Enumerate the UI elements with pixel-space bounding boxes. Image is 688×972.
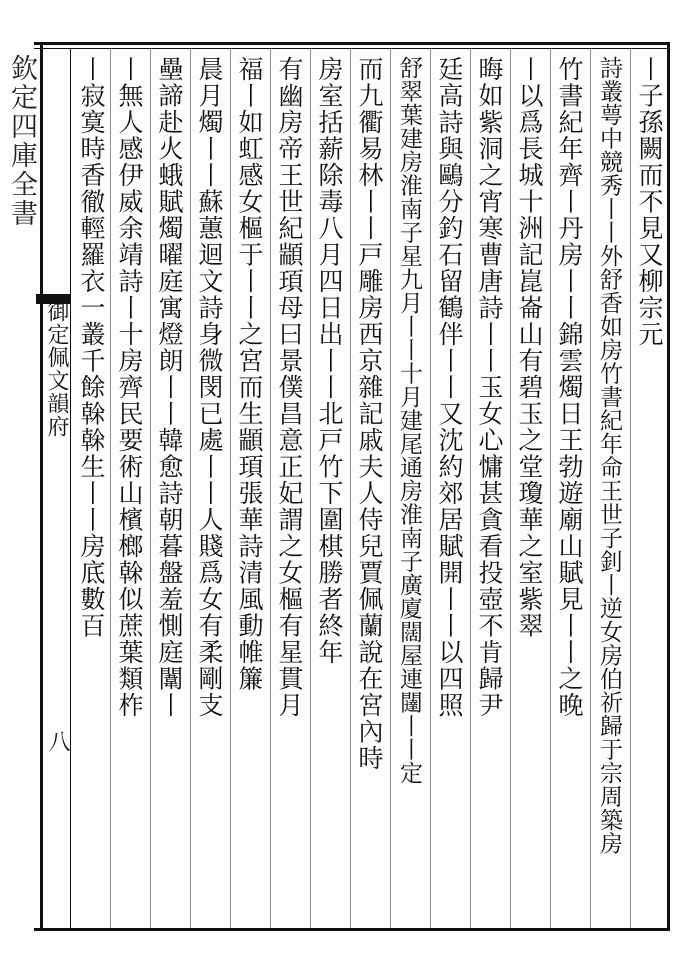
text-column-10: 有幽房帝王世紀顓頊母曰景僕昌意正妃謂之女樞有星貫月: [275, 56, 304, 719]
page-number: 八: [45, 730, 70, 752]
text-column-11: 福丨如虹感女樞于丨丨之宮而生顓頊張華詩清風動帷簾: [235, 56, 264, 692]
text-column-8: 而九衢易林丨丨戸雕房西京雜記戚夫人侍兒賈佩蘭說在宮內時: [355, 56, 384, 772]
text-column-12: 晨月燭丨丨蘇蕙迴文詩身微閔已處丨丨人賤爲女有柔剛支: [195, 56, 224, 719]
text-column-14: 丨無人感伊威余靖詩丨十房齊民要術山檳榔榦似蔗葉類柞: [115, 56, 144, 719]
spine-subtitle: 御定佩文韻府: [44, 300, 69, 438]
text-column-6: 廷高詩與鷗分釣石留鶴伴丨丨又沈約郊居賦開丨丨以四照: [435, 56, 464, 719]
text-column-2: 詩叢萼中競秀丨丨外舒香如房竹書紀年命王世子釗丨逆女房伯祈歸于宗周築房: [596, 56, 622, 855]
text-column-1: 丨子孫闕而不見又柳宗元: [635, 56, 664, 348]
spine-title: 欽定四庫全書: [6, 54, 37, 228]
frame-top-border: [34, 42, 670, 45]
text-column-9: 房室括薪除毒八月四日出丨丨北戸竹下圍棋勝者終年: [315, 56, 344, 666]
text-column-5: 晦如紫洞之宵寒曹唐詩丨丨玉女心慵甚貪看投壺不肯歸尹: [475, 56, 504, 719]
text-column-3: 竹書紀年齊丨丹房丨丨錦雲燭日王勃遊廟山賦見丨丨之晚: [555, 56, 584, 719]
text-column-15: 丨寂寞時香徹輕羅衣一叢千餘榦榦生丨丨房底數百: [77, 56, 106, 639]
text-column-7: 舒翠葉建房淮南子星九月丨丨十月建尾通房淮南子廣廈闊屋連闥丨丨定: [396, 56, 422, 785]
frame-bottom-border: [34, 928, 670, 931]
frame-top-inner-border: [34, 48, 670, 49]
text-column-13: 壘諦赴火蛾賦燭曜庭寓燈朗丨丨韓愈詩朝暮盤羞惻庭闈丨: [155, 56, 184, 719]
text-column-4: 丨以爲長城十洲記崑崙山有碧玉之堂瓊華之室紫翠: [515, 56, 544, 639]
